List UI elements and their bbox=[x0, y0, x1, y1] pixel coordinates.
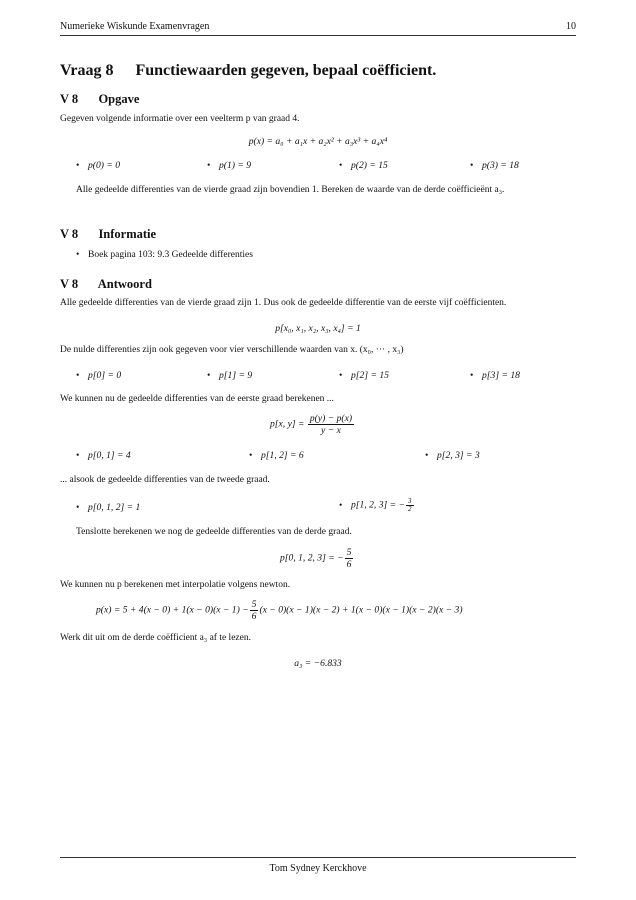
antwoord-paragraph: Alle gedeelde differenties van de vierde graad zijn 1. Dus ook de gedeelde differentie van de eerste vijf coëfficienten. bbox=[60, 298, 507, 308]
page-number: 10 bbox=[566, 21, 576, 32]
first-order-value: • p[1, 2] = 6 bbox=[249, 450, 304, 461]
running-header-title: Numerieke Wiskunde Examenvragen bbox=[60, 21, 210, 32]
second-order-value: • p[1, 2, 3] = − $\frac{3}{2}$ bbox=[339, 497, 412, 513]
zero-order-value: • p[2] = 15 bbox=[339, 370, 389, 381]
first-order-value: • p[0, 1] = 4 bbox=[76, 450, 131, 461]
question-text: Functiewaarden gegeven, bepaal coëfficient. bbox=[135, 62, 437, 79]
section-label: V 8 bbox=[60, 92, 79, 106]
zero-order-value: • p[0] = 0 bbox=[76, 370, 122, 381]
result-equation: a₃ = −6.833 bbox=[294, 658, 342, 669]
first-order-value: • p[2, 3] = 3 bbox=[425, 450, 480, 461]
newton-interpolation-formula: p(x) = 5 + 4(x − 0) + 1(x − 0)(x − 1) − $\frac{5}{6}$ (x − 0)(x − 1)(x − 2) + 1(x − 0)(x − 1)(x − 2)(x − 3) bbox=[96, 599, 463, 622]
section-label: V 8 bbox=[60, 227, 79, 241]
given-value: • p(1) = 9 bbox=[207, 160, 252, 171]
zero-order-value: • p[3] = 18 bbox=[470, 370, 520, 381]
info-list-item: • Boek pagina 103: 9.3 Gedeelde differenties bbox=[76, 249, 253, 260]
antwoord-paragraph: De nulde differenties zijn ook gegeven voor vier verschillende waarden van x. (x₀, ··· , x₃) bbox=[60, 345, 404, 355]
third-order-equation: p[0, 1, 2, 3] = − $\frac{5}{6}$ bbox=[280, 547, 352, 570]
question-label: Vraag 8 bbox=[60, 62, 114, 79]
question-title bbox=[60, 62, 436, 80]
antwoord-paragraph: ... alsook de gedeelde differenties van de tweede graad. bbox=[60, 475, 270, 485]
second-order-value: • p[0, 1, 2] = 1 bbox=[76, 502, 141, 513]
section-heading-antwoord bbox=[60, 277, 152, 292]
section-label: V 8 bbox=[60, 277, 79, 291]
polynomial-formula: p(x) = a₀ + a₁x + a₂x² + a₃x³ + a₄x⁴ bbox=[248, 136, 388, 147]
equation-fourth-order: p[x₀, x₁, x₂, x₃, x₄] = 1 bbox=[275, 323, 361, 334]
given-value: • p(2) = 15 bbox=[339, 160, 388, 171]
antwoord-paragraph: We kunnen nu p berekenen met interpolatie volgens newton. bbox=[60, 580, 291, 590]
section-heading-opgave bbox=[60, 92, 139, 107]
section-heading-informatie bbox=[60, 227, 156, 242]
footer-author: Tom Sydney Kerckhove bbox=[269, 863, 367, 874]
section-title: Antwoord bbox=[97, 277, 152, 291]
footer-rule bbox=[60, 857, 576, 858]
opgave-task: Alle gedeelde differenties van de vierde graad zijn bovendien 1. Bereken de waarde van de derde coëfficieënt a₃. bbox=[76, 185, 505, 195]
antwoord-paragraph: Werk dit uit om de derde coëfficient a₃ af te lezen. bbox=[60, 633, 251, 643]
section-title: Informatie bbox=[98, 227, 157, 241]
section-title: Opgave bbox=[98, 92, 140, 106]
divided-difference-formula: p[x, y] = $\frac{p(y) - p(x)}{y - x}$ bbox=[270, 413, 353, 436]
given-value: • p(3) = 18 bbox=[470, 160, 519, 171]
zero-order-value: • p[1] = 9 bbox=[207, 370, 253, 381]
antwoord-paragraph: We kunnen nu de gedeelde differenties van de eerste graad berekenen ... bbox=[60, 394, 334, 404]
header-rule bbox=[60, 35, 576, 36]
antwoord-paragraph: Tenslotte berekenen we nog de gedeelde differenties van de derde graad. bbox=[76, 527, 352, 537]
opgave-intro: Gegeven volgende informatie over een veelterm p van graad 4. bbox=[60, 114, 300, 124]
given-value: • p(0) = 0 bbox=[76, 160, 121, 171]
